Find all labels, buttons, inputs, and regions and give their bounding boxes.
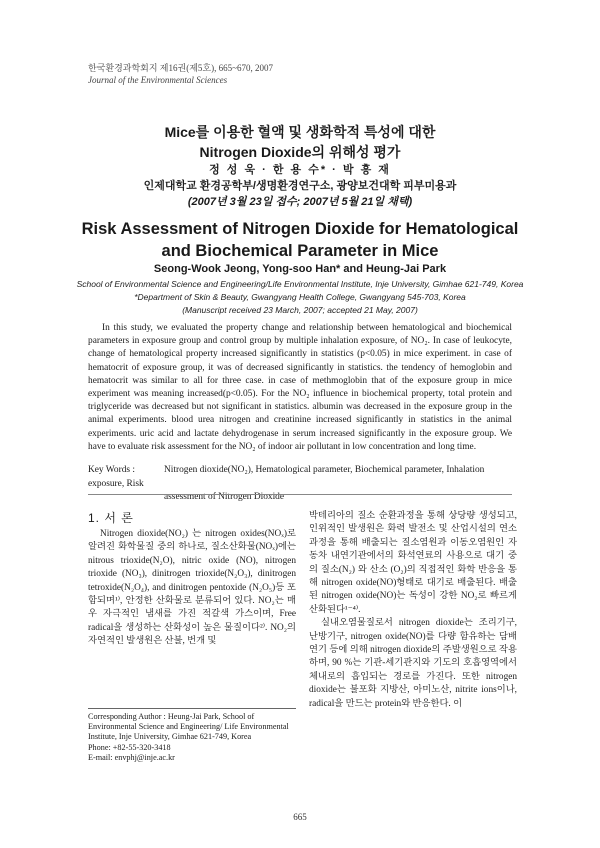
footnote-author: Corresponding Author : Heung-Jai Park, School of Environmental Science and Engineering/ Life Environmental Institute, Inje University, Gimhae 621-749, Korea [88,712,289,742]
intro-paragraph-3: 실내오염물질로서 nitrogen dioxide는 조리기구, 난방기구, nitrogen oxide(NO)를 다량 함유하는 담배연기 등에 의해 nitrogen dioxide의 주발생원으로 작용하며, 90 %는 기관-세기관지와 기도의 호흡영역에서 체내로의 흡입되는 경로를 가진다. 또한 nitrogen dioxide는 불포화 지방산, 아미노산, nitrite ions이나, radical을 만드는 protein와 반응한다. 이 [309,618,517,709]
footnote-divider [88,708,296,709]
korean-title [0,122,600,162]
footnote [88,712,296,763]
keywords-line2: assessment of Nitrogen Dioxide [164,492,285,502]
journal-line-en: Journal of the Environmental Sciences [88,75,228,85]
footnote-email: E-mail: envphj@inje.ac.kr [88,752,175,762]
abstract-text: In this study, we evaluated the property change and relationship between hematological and biochemical parameters in exposure group and control group by multiple inhalation exposure, of NO₂. In case of leukocyte, change of hematological property increased significantly in statistics (p<0.05) in mice experiment. in case of hematocrit of exposure group, it was of decreased significantly in statistics. the tendency of hemoglobin and hematocrit was similar to all for three case. in case of methmoglobin that of the exposure group in mice experiment was meaning increased(p<0.05). For the NO₂ influence in biochemical property, total protein and triglyceride was decreased but not significant in statistics. albumin was decreased in the exposure group in the animal experiments. blood urea nitrogen and creatinine increased significantly in statistics in the animal experiments. uric acid and lactate dehydrogenase in serum increased significantly in the exposure group. We have to evaluate risk assessment for the NO₂ of indoor air pollutant in low concentration and long time. [88,323,512,452]
keywords-line1: Nitrogen dioxide(NO₂), Hematological parameter, Biochemical parameter, Inhalation exposure, Risk [88,465,485,489]
keywords [88,464,512,505]
english-title-line2: and Biochemical Parameter in Mice [161,242,439,260]
right-column [309,510,517,711]
korean-title-line1: Mice를 이용한 혈액 및 생화학적 특성에 대한 [164,124,436,140]
journal-header [88,62,273,86]
korean-authors-block [0,162,600,210]
intro-paragraph-1: Nitrogen dioxide(NO₂) 는 nitrogen oxides(NOₓ)로 알려진 화학물질 중의 하나로, 질소산화물(NOₓ)에는 nitrous trioxide(N₂O), nitric oxide (NO), nitrogen trioxide (NO₃), dinitrogen trioxide(N₂O₃), dinitrogen tetroxide(N₂O₄), and dinitrogen pentoxide (N₂O₅)등 포함되며¹⁾, 안정한 산화물로 분류되어 있다. NO₂는 매우 자극적인 냄새를 가진 적갈색 가스이며, Free radical을 생성하는 산화성이 높은 물질이다²⁾. NO₂의 자연적인 발생원은 산불, 번개 및 [88,529,296,647]
korean-affiliation: 인제대학교 환경공학부/생명환경연구소, 광양보건대학 피부미용과 [143,180,457,192]
affiliation-1: School of Environmental Science and Engineering/Life Environmental Institute, Inje University, Gimhae 621-749, Korea [76,279,524,289]
footnote-phone: Phone: +82-55-320-3418 [88,742,171,752]
left-column [88,510,296,649]
english-title-line1: Risk Assessment of Nitrogen Dioxide for Hematological [81,220,519,238]
korean-title-line2: Nitrogen Dioxide의 위해성 평가 [199,144,401,160]
manuscript-dates: (Manuscript received 23 March, 2007; accepted 21 May, 2007) [182,305,418,315]
affiliation-2: *Department of Skin & Beauty, Gwangyang Health College, Gwangyang 545-703, Korea [134,292,466,302]
keywords-label: Key Words : [88,465,135,475]
english-affiliations [0,278,600,317]
abstract [88,322,512,454]
english-title [0,218,600,262]
page-number: 665 [293,812,307,822]
section-heading-intro: 1. 서 론 [88,511,134,525]
journal-line-ko: 한국환경과학회지 제16권(제5호), 665~670, 2007 [88,63,273,73]
english-author-names: Seong-Wook Jeong, Yong-soo Han* and Heung-Jai Park [153,263,447,275]
intro-paragraph-2: 박테리아의 질소 순환과정을 통해 상당량 생성되고, 인위적인 발생원은 화력 발전소 및 산업시설의 연소과정을 통해 배출되는 질소염원과 이동오염원인 자동차 내연기관에서의 화석연료의 사용으로 대기 중의 질소(N₂) 와 산소 (O₂)의 직접적인 화학 반응을 통해 nitrogen oxide(NO)형태로 대기로 배출된다. 배출된 nitrogen oxide(NO)는 독성이 강한 NO₂로 빠르게 산화된다¹⁻⁴⁾. [309,511,517,615]
korean-dates: (2007년 3월 23일 접수; 2007년 5월 21일 채택) [187,196,413,208]
divider [88,494,512,495]
korean-author-names: 정 성 욱 · 한 용 수* · 박 흥 재 [209,164,391,176]
